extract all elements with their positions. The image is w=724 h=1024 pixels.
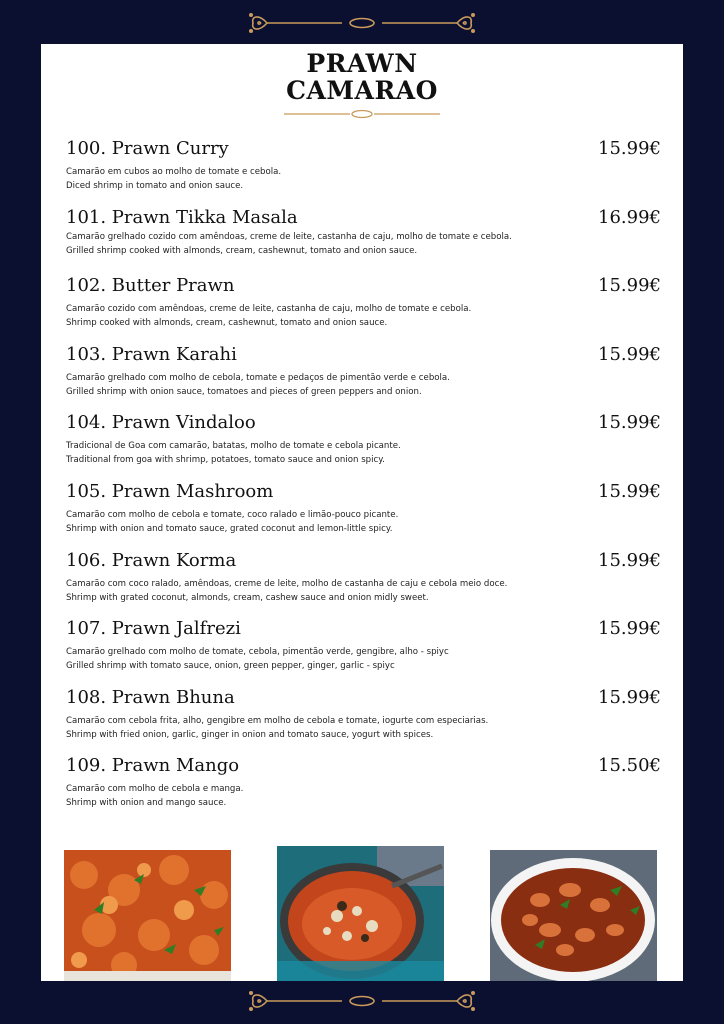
prawn-masala-bowl-photo — [490, 850, 657, 981]
item-name: 104. Prawn Vindaloo — [66, 412, 256, 434]
item-price: 15.50€ — [598, 755, 661, 777]
item-description-en: Grilled shrimp cooked with almonds, cream, cashewnut, tomato and onion sauce. — [66, 245, 418, 256]
top-ornament-icon — [247, 10, 477, 36]
menu-item — [66, 344, 661, 413]
item-name: 108. Prawn Bhuna — [66, 686, 235, 708]
item-name: 106. Prawn Korma — [66, 549, 237, 571]
title-line-2: CAMARAO — [286, 76, 438, 105]
item-description-pt: Camarão com molho de cebola e tomate, coco ralado e limão-pouco picante. — [66, 509, 399, 520]
item-price: 15.99€ — [598, 618, 661, 640]
title-divider-icon — [282, 108, 442, 120]
item-description-en: Shrimp with onion and mango sauce. — [66, 798, 227, 809]
item-description-pt: Camarão com molho de cebola e manga. — [66, 784, 244, 795]
item-description-en: Diced shrimp in tomato and onion sauce. — [66, 181, 244, 191]
item-description-en: Shrimp cooked with almonds, cream, cashewnut, tomato and onion sauce. — [66, 318, 388, 329]
item-name: 107. Prawn Jalfrezi — [66, 618, 241, 640]
item-description-pt: Camarão grelhado com molho de tomate, cebola, pimentão verde, gengibre, alho - spiyc — [66, 647, 449, 658]
dish-photos — [41, 846, 683, 981]
item-name: 102. Butter Prawn — [66, 275, 235, 297]
item-name: 101. Prawn Tikka Masala — [66, 206, 298, 228]
item-price: 15.99€ — [598, 275, 661, 297]
item-description-pt: Camarão grelhado cozido com amêndoas, creme de leite, castanha de caju, molho de tomate e cebola. — [66, 231, 512, 242]
menu-item — [66, 138, 661, 207]
menu-item — [66, 755, 661, 824]
menu-item — [66, 618, 661, 687]
menu-items-list — [66, 138, 661, 824]
item-description-en: Shrimp with fried onion, garlic, ginger in onion and tomato sauce, yogurt with spices. — [66, 729, 434, 740]
item-name: 100. Prawn Curry — [66, 138, 229, 159]
item-description-pt: Camarão cozido com amêndoas, creme de leite, castanha de caju, molho de tomate e cebola. — [66, 304, 472, 315]
item-description-en: Grilled shrimp with onion sauce, tomatoes and pieces of green peppers and onion. — [66, 386, 422, 397]
page-title — [41, 50, 683, 104]
item-name: 105. Prawn Mashroom — [66, 480, 274, 502]
menu-item — [66, 412, 661, 481]
item-price: 15.99€ — [598, 138, 661, 159]
item-description-pt: Camarão com coco ralado, amêndoas, creme de leite, molho de castanha de caju e cebola meio doce. — [66, 578, 508, 589]
item-description-pt: Camarão com cebola frita, alho, gengibre em molho de cebola e tomate, iogurte com especiarias. — [66, 715, 489, 726]
menu-item — [66, 687, 661, 756]
menu-item — [66, 275, 661, 344]
item-price: 15.99€ — [598, 686, 661, 708]
item-description-en: Traditional from goa with shrimp, potatoes, tomato sauce and onion spicy. — [66, 455, 385, 466]
bottom-ornament-icon — [247, 988, 477, 1014]
prawn-karahi-dish-photo — [64, 850, 231, 981]
item-price: 16.99€ — [598, 206, 661, 228]
title-line-1: PRAWN — [306, 49, 418, 78]
item-price: 15.99€ — [598, 549, 661, 571]
item-description-en: Grilled shrimp with tomato sauce, onion, green pepper, ginger, garlic - spiyc — [66, 661, 395, 672]
prawn-curry-pan-photo — [277, 846, 444, 981]
menu-item — [66, 207, 661, 276]
item-name: 109. Prawn Mango — [66, 755, 240, 777]
menu-item — [66, 481, 661, 550]
item-name: 103. Prawn Karahi — [66, 343, 237, 365]
item-description-pt: Camarão em cubos ao molho de tomate e cebola. — [66, 167, 282, 177]
item-description-en: Shrimp with grated coconut, almonds, cream, cashew sauce and onion midly sweet. — [66, 592, 429, 603]
item-price: 15.99€ — [598, 480, 661, 502]
item-description-pt: Tradicional de Goa com camarão, batatas, molho de tomate e cebola picante. — [66, 441, 401, 452]
item-price: 15.99€ — [598, 412, 661, 434]
menu-item — [66, 550, 661, 619]
menu-card — [41, 44, 683, 981]
item-description-pt: Camarão grelhado com molho de cebola, tomate e pedaços de pimentão verde e cebola. — [66, 372, 450, 383]
item-description-en: Shrimp with onion and tomato sauce, grated coconut and lemon-little spicy. — [66, 523, 393, 534]
item-price: 15.99€ — [598, 343, 661, 365]
